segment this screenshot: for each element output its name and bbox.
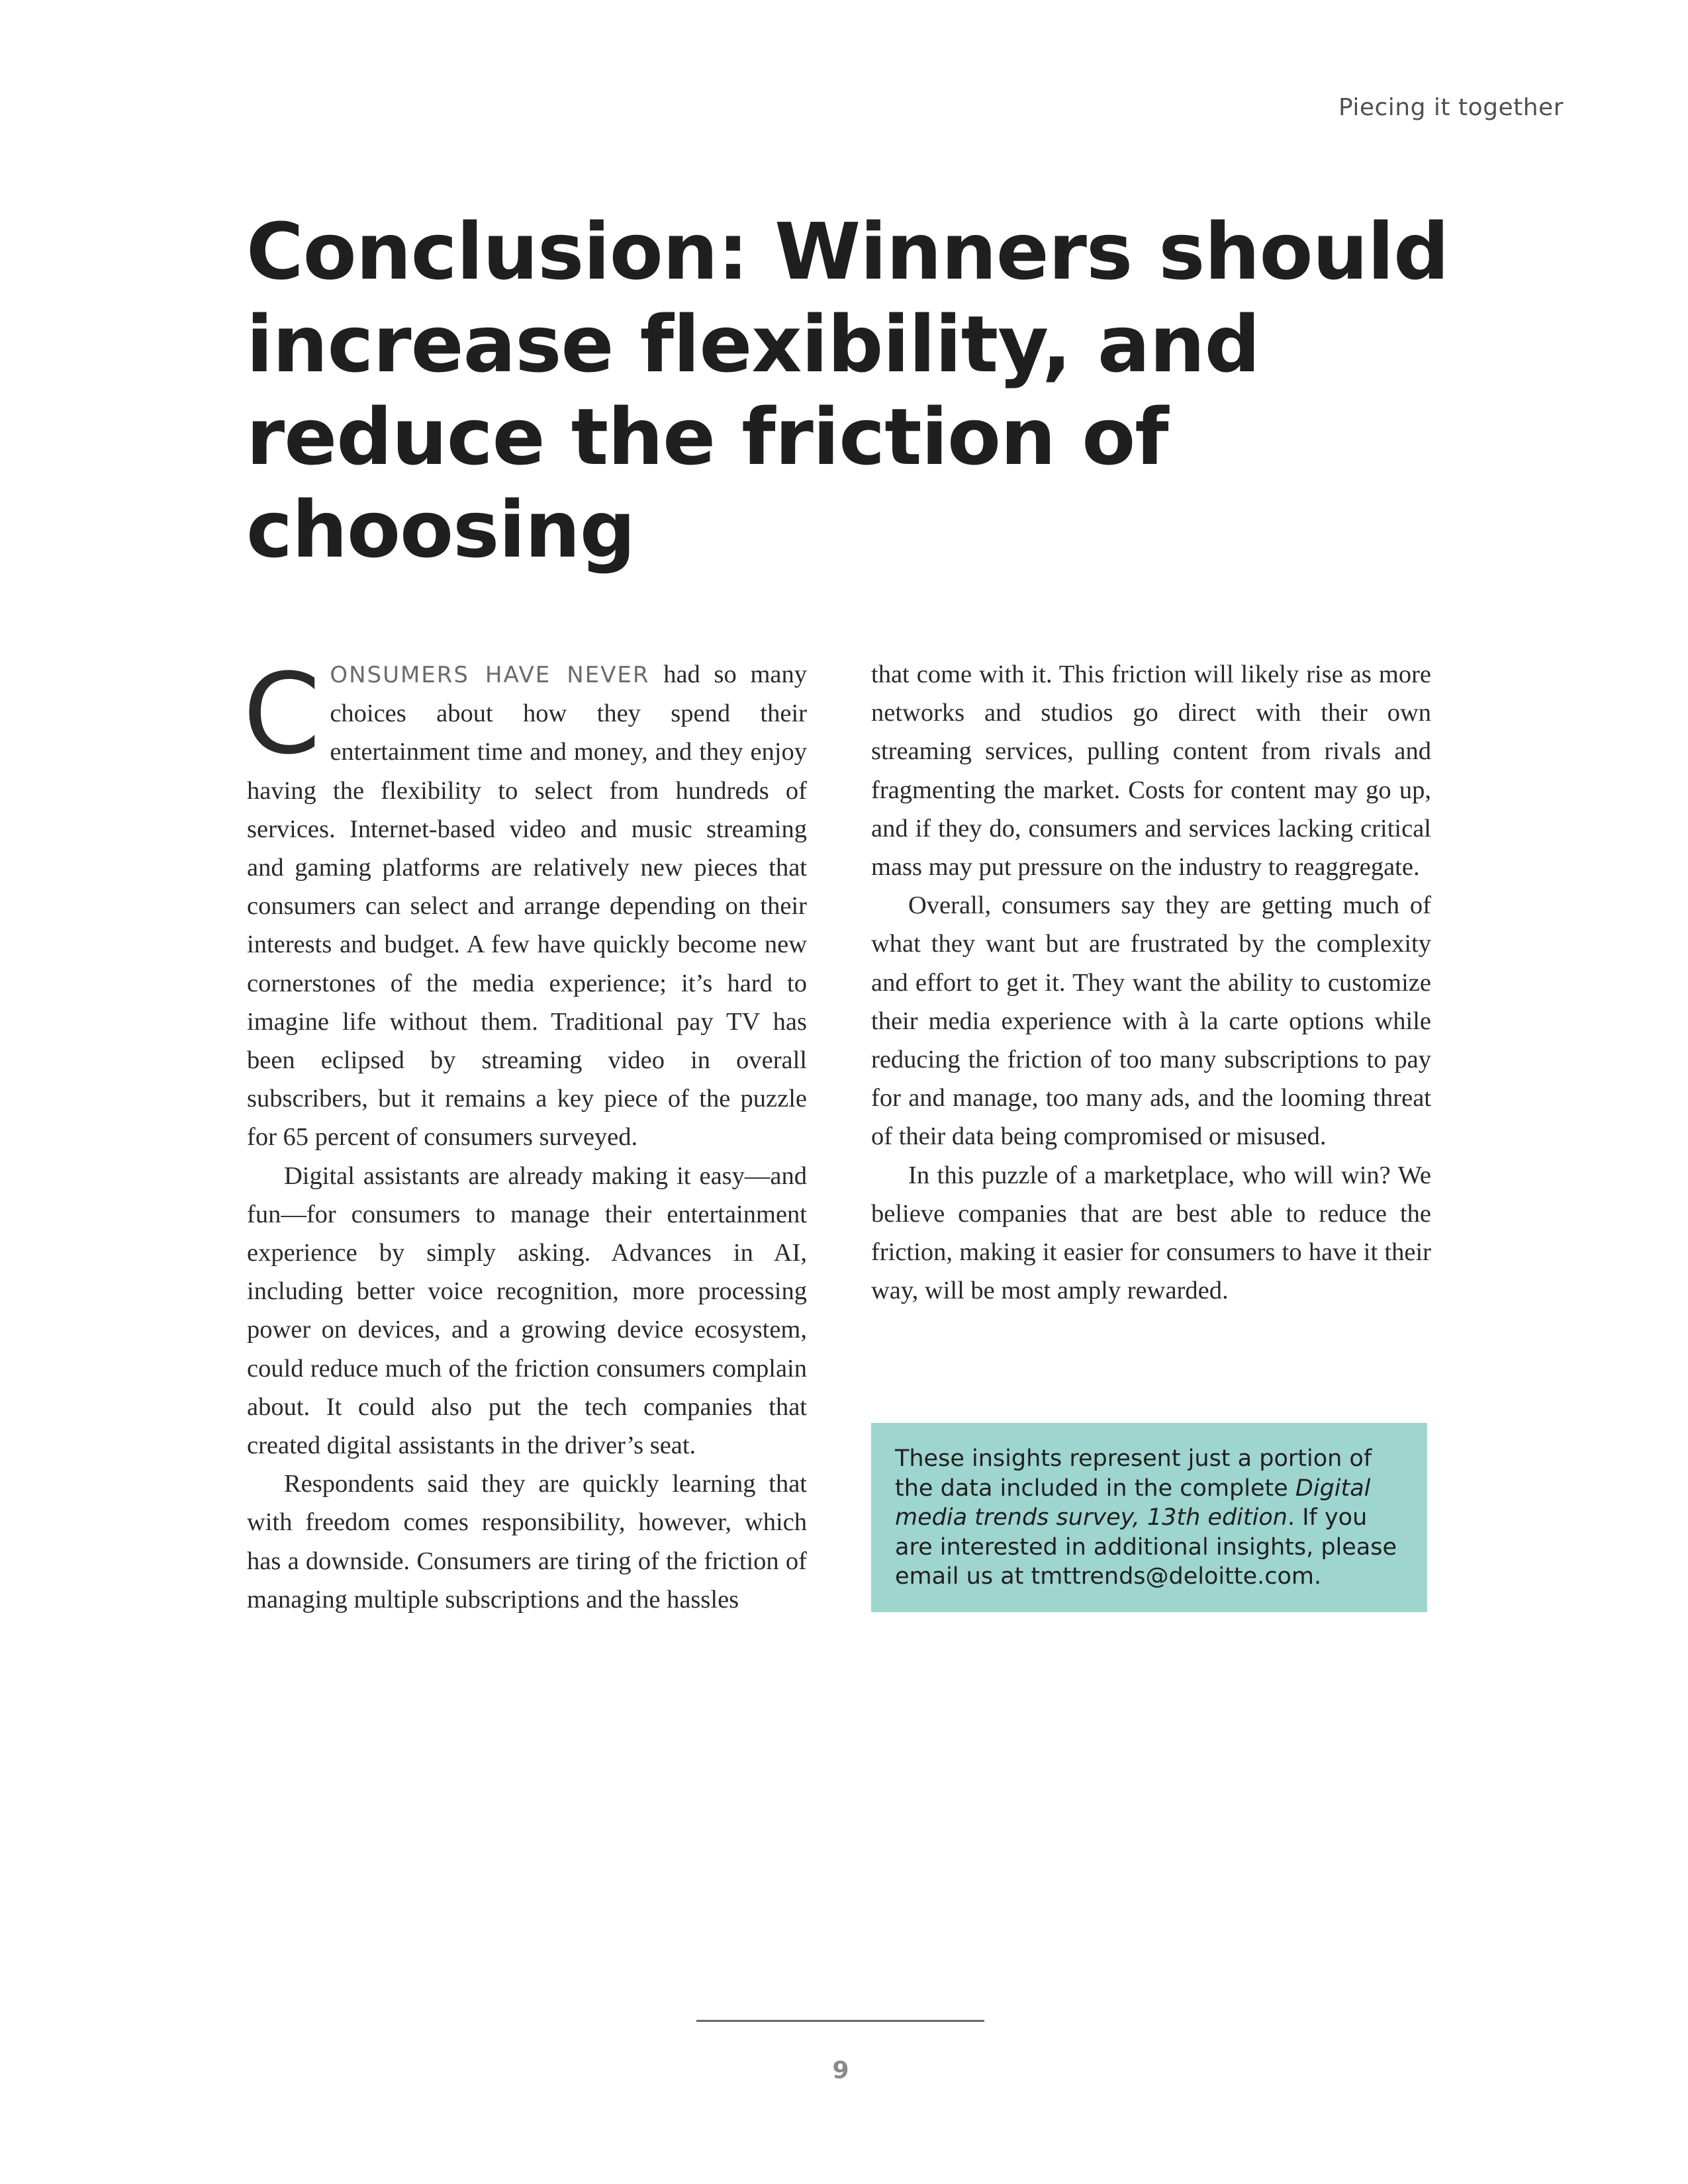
body-paragraph-2: Digital assistants are already making it easy—and fun—for consumers to manage their entertainment experience by simply asking. Advances in AI, including better voice recognition, more processing power on devices, and a growing device ecosystem, could reduce much of the friction consumers complain about. It could also put the tech companies that created digital assistants in the driver’s seat. <box>247 1161 807 1460</box>
callout-text-end: . If you are interested in additional insights, please email us at tmttrends@deloitte.com. <box>895 1504 1397 1590</box>
body-paragraph-1-text: had so many choices about how they spend their entertainment time and money, and they enjoy having the flexibility to select from hundreds of services. Internet-based video and music streaming and gaming platforms are relatively new pieces that consumers can select and arrange depending on their interests and budget. A few have quickly become new cornerstones of the media experience; it’s hard to imagine life without them. Traditional pay TV has been eclipsed by streaming video in overall subscribers, but it remains a key piece of the puzzle for 65 percent of consumers surveyed. <box>247 660 807 1152</box>
body-paragraph-4: Overall, consumers say they are getting much of what they want but are frustrated by the complexity and effort to get it. They want the ability to customize their media experience with à la carte options while reducing the friction of too many subscriptions to pay for and manage, too many ads, and the looming threat of their data being compromised or misused. <box>871 891 1431 1151</box>
drop-cap: C <box>243 649 321 779</box>
body-paragraph-3-end: that come with it. This friction will likely rise as more networks and studios go direct with their own streaming services, pulling content from rivals and fragmenting the market. Costs for content may go up, and if they do, consumers and services lacking critical mass may put pressure on the industry to reaggregate. <box>871 660 1431 882</box>
body-paragraph-1 <box>243 649 807 1157</box>
running-head: Piecing it together <box>1338 94 1564 121</box>
insights-callout-box <box>871 1423 1427 1612</box>
lead-in: ONSUMERS HAVE NEVER <box>330 662 650 688</box>
body-paragraph-3-start: Respondents said they are quickly learning that with freedom comes responsibility, however, which has a downside. Consumers are tiring of the friction of managing multiple subscriptions and the hassles <box>247 1470 807 1614</box>
page-number: 9 <box>832 2057 849 2084</box>
footer-divider <box>696 2020 984 2022</box>
page-title: Conclusion: Winners should increase flexibility, and reduce the friction of choosing <box>246 206 1449 575</box>
body-paragraph-5: In this puzzle of a marketplace, who will win? We believe companies that are best able to reduce the friction, making it easier for consumers to have it their way, will be most amply rewarded. <box>871 1161 1431 1305</box>
callout-text-start: These insights represent just a portion of the data included in the complete <box>895 1445 1372 1502</box>
body-column-right <box>871 655 1431 1310</box>
callout-report-title: Digital media trends survey, 13th edition <box>895 1475 1371 1531</box>
body-column-left <box>243 649 807 1619</box>
